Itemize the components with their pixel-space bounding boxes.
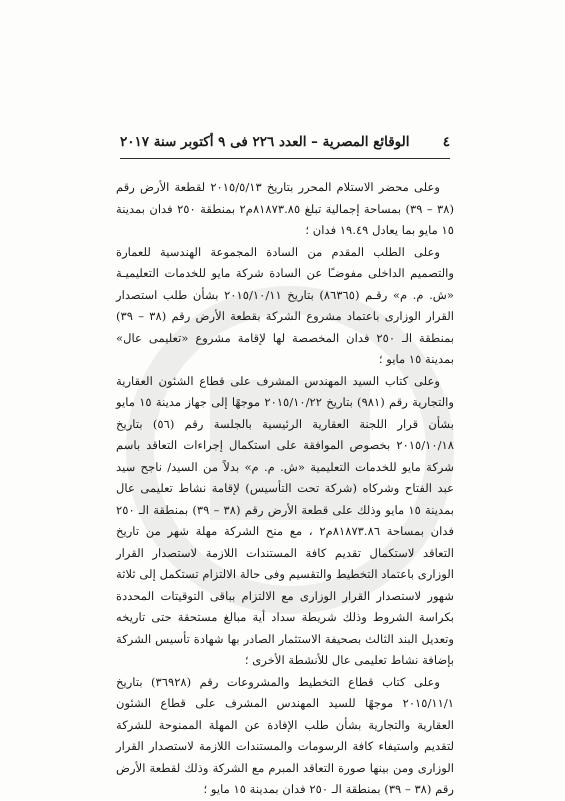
paragraph-4: وعلى كتاب قطاع التخطيط والمشروعات رقم (٣٦٩٢٨) بتاريخ ٢٠١٥/١١/١ موجهًا للسيد المهندس المشرف على قطاع الشئون العقارية والتجارية بشأن طلب الإفادة عن المهلة الممنوحة للشركة لتقديم واستيفاء كافة الرسومات والمستندات اللازمة لاستصدار القرار الوزارى ومن بينها صورة التعاقد المبرم مع الشركة وذلك لقطعة الأرض رقم (٣٨ – ٣٩) بمنطقة الـ ٢٥٠ فدان بمدينة ١٥ مايو ؛ bbox=[116, 674, 454, 796]
paragraph-3: وعلى كتاب السيد المهندس المشرف على قطاع الشئون العقارية والتجارية رقم (٩٨١) بتاريخ ٢٠١٥/١٠/٢٢ موجهًا إلى جهاز مدينة ١٥ مايو بشأن قرار اللجنة العقارية الرئيسية بالجلسة رقم (٥٦) بتاريخ ٢٠١٥/١٠/١٨ بخصوص الموافقة على استكمال إجراءات التعاقد باسم شركة مايو للخدمات التعليمية «ش. م. م» بدلاً من السيد/ ناجح سيد عبد الفتاح وشركاه (شركة تحت التأسيس) لإقامة نشاط تعليمى عال بمدينة ١٥ مايو وذلك على قطعة الأرض رقم (٣٨ – ٣٩) بمنطقة الـ ٢٥٠ فدان بمساحة ٨١٨٧٣.٨٦م٢ ، مع منح الشركة مهلة شهر من تاريخ التعاقد لاستكمال تقديم كافة المستندات اللازمة لاستصدار القرار الوزارى باعتماد التخطيط والتقسيم وفى حالة الالتزام تستكمل إلى ثلاثة شهور لاستصدار القرار الوزارى مع الالتزام بباقى التوقيتات المحددة بكراسة الشروط وذلك شريطة سداد أية مبالغ مستحقة حتى تاريخه وتعديل البند الثالث بصحيفة الاستثمار الصادر بها شهادة تأسيس الشركة بإضافة نشاط تعليمى عال للأنشطة الأخرى ؛ bbox=[116, 373, 455, 667]
paragraph-1: وعلى محضر الاستلام المحرر بتاريخ ٢٠١٥/٥/١٣ لقطعة الأرض رقم (٣٨ – ٣٩) بمساحة إجمالية تبلغ ٨١٨٧٣.٨٥م٢ بمنطقة ٢٥٠ فدان بمدينة ١٥ مايو بما يعادل ١٩.٤٩ فدان ؛ bbox=[116, 180, 454, 237]
body-text bbox=[116, 177, 454, 801]
gazette-title: الوقائع المصرية – العدد ٢٢٦ فى ٩ أكتوبر سنة ٢٠١٧ bbox=[120, 134, 410, 150]
paragraph-2: وعلى الطلب المقدم من السادة المجموعة الهندسية للعمارة والتصميم الداخلى مفوضـًا عن السادة شركة مايو للخدمات التعليميـة «ش. م. م» رقـم (٨٦٣٦٥) بتاريخ ٢٠١٥/١٠/١١ بشأن طلب استصدار القرار الوزارى باعتماد مشروع الشركة بقطعة الأرض رقم (٣٨ – ٣٩) بمنطقة الـ ٢٥٠ فدان المخصصة لها لإقامة مشروع «تعليمى عال» بمدينة ١٥ مايو ؛ bbox=[116, 244, 455, 366]
page-header bbox=[120, 132, 450, 152]
header-rule bbox=[120, 158, 450, 159]
page-number: ٤ bbox=[442, 134, 450, 150]
